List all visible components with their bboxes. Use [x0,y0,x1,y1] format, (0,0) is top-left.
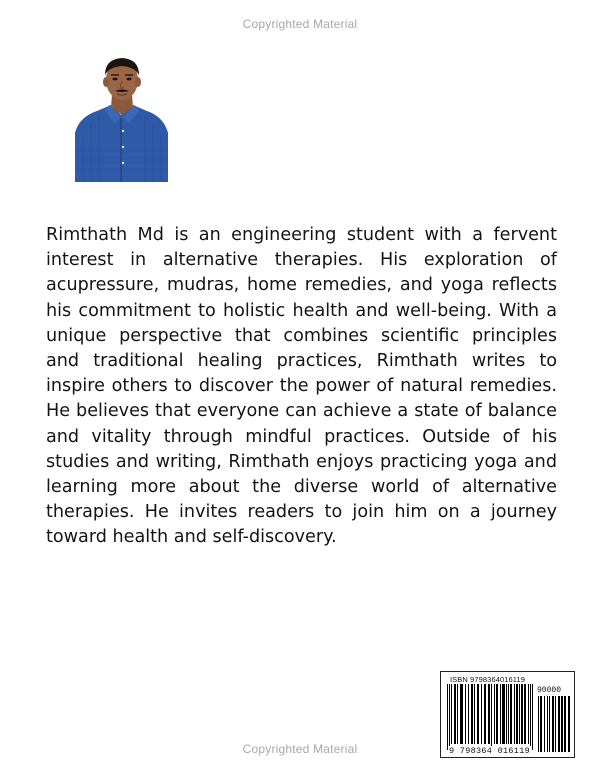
author-bio-paragraph: Rimthath Md is an engineering student with a fervent interest in alternative therapies. His exploration of acupressure, mudras, home remedies, and yoga reflects his commitment to holistic health and well-being. With a unique perspective that combines scientific principles and traditional healing practices, Rimthath writes to inspire others to discover the power of natural remedies. He believes that everyone can achieve a state of balance and vitality through mindful practices. Outside of his studies and writing, Rimthath enjoys practicing yoga and learning more about the diverse world of alternative therapies. He invites readers to join him on a journey toward health and self-discovery. [46,225,557,548]
barcode-bar [481,684,482,744]
barcode-bar [488,684,490,744]
barcode-bar [447,684,448,750]
barcode-bar [494,684,495,744]
barcode-bar [500,684,501,744]
barcode-bar [465,684,466,744]
author-photo [75,55,168,182]
barcode-bar [519,684,520,744]
barcode-bar [502,684,505,744]
price-code: 90000 [537,686,562,695]
barcode-bar [514,684,515,744]
barcode-bar [516,684,518,744]
barcode-bar [457,684,458,744]
barcode-bar [451,684,452,744]
barcode-bar [474,684,475,744]
copyright-watermark-bottom: Copyrighted Material [242,742,358,756]
barcode-bar [496,684,498,744]
barcode-bar [484,684,486,744]
barcode-bar [532,684,533,750]
barcode-bar [471,684,473,744]
isbn-digits: 9 798364 016119 [449,746,531,756]
copyright-watermark-top: Copyrighted Material [242,17,358,31]
barcode-bar [530,684,531,750]
barcode-bar [454,684,456,744]
barcode-bar [460,684,463,744]
isbn-label: ISBN 9798364016119 [450,675,526,684]
barcode-bar [477,684,479,744]
barcode-bar [521,684,523,744]
barcode-bar [506,684,507,744]
barcode-bar [524,684,526,744]
author-portrait-image [75,55,168,182]
barcode-bar [508,684,509,744]
barcode-bar [510,684,512,744]
barcode-bar [449,684,450,750]
barcode-bar [528,684,529,744]
barcode-bar [491,684,492,750]
barcode-bar [468,684,469,744]
